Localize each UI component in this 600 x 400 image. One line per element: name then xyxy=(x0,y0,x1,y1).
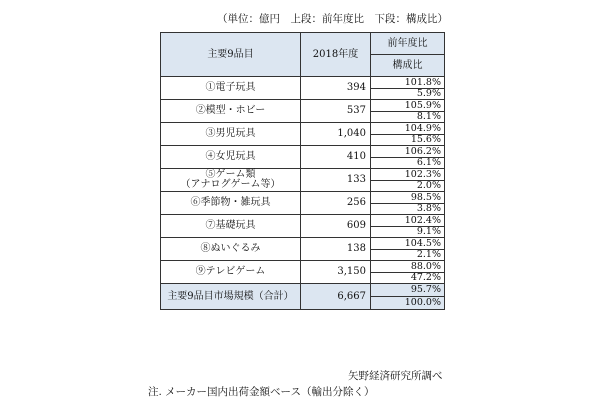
header-category: 主要9品目 xyxy=(161,33,301,77)
item-share: 47.2% xyxy=(371,272,445,284)
item-name: ⑧ぬいぐるみ xyxy=(161,238,301,261)
item-share: 3.8% xyxy=(371,203,445,215)
source-note: 矢野経済研究所調べ xyxy=(348,370,443,382)
market-size-table xyxy=(160,32,445,310)
item-yoy: 88.0% xyxy=(371,261,445,273)
total-name: 主要9品目市場規模（合計） xyxy=(161,284,301,310)
item-name: ①電子玩具 xyxy=(161,77,301,100)
table-row xyxy=(161,77,445,89)
item-name: ②模型・ホビー xyxy=(161,100,301,123)
table-row xyxy=(161,169,445,181)
item-value: 133 xyxy=(301,169,371,192)
item-yoy: 102.4% xyxy=(371,215,445,227)
total-row xyxy=(161,284,445,297)
footnote: 注. メーカー国内出荷金額ベース（輸出分除く） xyxy=(148,386,375,398)
header-year: 2018年度 xyxy=(301,33,371,77)
table-row xyxy=(161,261,445,273)
item-name: ④女児玩具 xyxy=(161,146,301,169)
item-name: ⑨テレビゲーム xyxy=(161,261,301,284)
total-yoy: 95.7% xyxy=(371,284,445,297)
table-row xyxy=(161,192,445,204)
item-share: 5.9% xyxy=(371,88,445,100)
unit-note: （単位：億円 上段：前年度比 下段：構成比） xyxy=(217,13,448,25)
table-row xyxy=(161,100,445,112)
item-value: 394 xyxy=(301,77,371,100)
item-yoy: 98.5% xyxy=(371,192,445,204)
item-value: 537 xyxy=(301,100,371,123)
item-yoy: 101.8% xyxy=(371,77,445,89)
header-yoy: 前年度比 xyxy=(371,33,445,55)
total-share: 100.0% xyxy=(371,297,445,310)
item-value: 138 xyxy=(301,238,371,261)
table-row xyxy=(161,238,445,250)
item-yoy: 104.5% xyxy=(371,238,445,250)
item-yoy: 104.9% xyxy=(371,123,445,135)
item-name: ⑦基礎玩具 xyxy=(161,215,301,238)
item-share: 2.0% xyxy=(371,180,445,192)
header-row xyxy=(161,33,445,55)
item-share: 2.1% xyxy=(371,249,445,261)
item-value: 609 xyxy=(301,215,371,238)
header-share: 構成比 xyxy=(371,55,445,77)
item-name: ⑥季節物・雑玩具 xyxy=(161,192,301,215)
item-name: ③男児玩具 xyxy=(161,123,301,146)
item-value: 1,040 xyxy=(301,123,371,146)
item-yoy: 106.2% xyxy=(371,146,445,158)
item-name: ⑤ゲーム類 （アナログゲーム等） xyxy=(161,169,301,192)
item-value: 3,150 xyxy=(301,261,371,284)
item-share: 8.1% xyxy=(371,111,445,123)
item-share: 9.1% xyxy=(371,226,445,238)
item-yoy: 102.3% xyxy=(371,169,445,181)
table-body xyxy=(161,77,445,284)
item-share: 6.1% xyxy=(371,157,445,169)
item-value: 410 xyxy=(301,146,371,169)
item-value: 256 xyxy=(301,192,371,215)
table-row xyxy=(161,123,445,135)
item-yoy: 105.9% xyxy=(371,100,445,112)
table-row xyxy=(161,215,445,227)
item-share: 15.6% xyxy=(371,134,445,146)
table-row xyxy=(161,146,445,158)
total-value: 6,667 xyxy=(301,284,371,310)
total-section xyxy=(161,284,445,310)
